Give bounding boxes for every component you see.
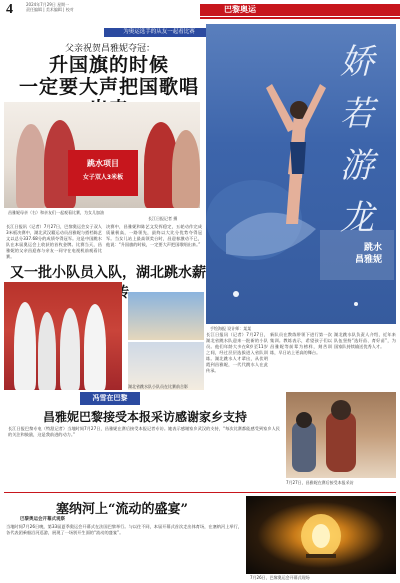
section-divider-line	[4, 492, 396, 493]
article4-headline: 塞纳河上“流动的盛宴”	[56, 502, 188, 517]
article3-photo-caption: 7月27日，昌雅妮在赛后接受本报采访	[286, 480, 354, 485]
person-figure	[60, 308, 80, 390]
poster-calligraphy: 娇若游龙	[340, 42, 374, 238]
section-divider	[200, 17, 400, 19]
article1-subhead: 父亲祝贺昌雅妮夺冠：	[64, 44, 155, 54]
article3-photo	[286, 392, 396, 478]
interview-illustration	[286, 392, 396, 478]
banner-line-1: 跳水项目	[87, 159, 119, 168]
page-number: 4	[6, 2, 13, 17]
masthead	[0, 0, 400, 20]
article1-credit: 长江日报记者 摄	[148, 216, 178, 221]
article2-photo	[4, 282, 122, 390]
person-figure	[16, 124, 46, 208]
person-figure	[14, 302, 36, 390]
article3-body: 长江日报巴黎专电（特派记者）当地时间7月27日，昌雅妮在赛后接受本报记者专访。她表示感谢家乡武汉的支持，“每次比赛都能感受到家乡人民的关注和鼓励，这是我前进的动力。”	[8, 426, 280, 437]
article1-photo	[4, 102, 200, 208]
article4-photo	[246, 496, 396, 574]
person-figure	[38, 312, 56, 390]
headline-line-2: 一定要大声把国歌唱	[18, 76, 199, 98]
person-figure	[84, 304, 106, 390]
meta-editors: 责任编辑 | 美术编辑 | 校对	[26, 7, 74, 12]
poster-title-line1: 跳水	[363, 243, 382, 253]
meta-date: 2024年7月29日 星期一	[26, 2, 70, 7]
article2-side-photo-1	[128, 292, 204, 340]
article1-body-col1: 长江日报讯（记者）7月27日，巴黎奥运会女子双人3米板决赛中，湖北武汉籍运动员昌雅妮与搭档陈艺文以总分337.68分的成绩夺得冠军。这是中国跳水队在本届奥运会上收获的首枚金牌。比赛当天，昌雅妮的父亲昌迎春与亲友一同守在电视机前观看比赛。	[6, 224, 102, 259]
article2-body-col2: 新队员在教练带领下进行第一次集训。教练表示，希望孩子们以昌雅妮等前辈为榜样，刻苦训练，早日站上更高的舞台。	[270, 332, 332, 355]
banner-line-2: 女子双人3米板	[82, 174, 124, 181]
poster-title	[322, 242, 382, 266]
poster-title-line2: 昌雅妮	[354, 255, 382, 265]
article2-body-col3: 湖北跳水队负责人介绍，近年来队伍坚持“选好苗、育好苗”，为国家队持续输送优秀人才。	[334, 332, 396, 349]
article4-photo-caption: 7月26日，巴黎奥运会开幕式现场	[250, 575, 310, 580]
article1-body-col2: 决赛中，昌雅妮和陈艺文发挥稳定，五轮动作完成质量极高，一路领先，最终以大比分优势夺得冠军。当女儿站上最高领奖台时，昌迎春激动不已，他说：“升国旗的时候，一定要大声把国歌唱出来。”	[106, 224, 202, 247]
person-figure	[172, 130, 200, 208]
newspaper-logo: 长江日报	[369, 5, 394, 12]
article2-body-col1: 长江日报讯（记者）7月27日，湖北省跳水队迎来一批新的小队员。他们年龄大多在8岁至11岁之间，经过层层选拔进入省队训练。湖北跳水人才辈出，从伏明霞到昌雅妮，一代代跳水人在此传承。	[206, 332, 268, 373]
article1-kicker: 为奥运选手的从友一起看比赛	[123, 29, 195, 35]
masthead-meta	[26, 2, 74, 12]
poster-caption: 手绘海报 设计师：某某	[210, 326, 252, 331]
article2-photo-caption: 湖北省跳水队小队员在比赛前合影	[128, 384, 188, 389]
article2-side-photo-2	[128, 342, 204, 390]
column-logo: 冯雪在巴黎	[92, 394, 128, 402]
article4-kicker: 巴黎奥运会开幕式观察	[20, 517, 65, 522]
headline-line-1: 升国旗的时候	[48, 54, 169, 76]
section-title: 巴黎奥运	[224, 5, 256, 14]
article3-headline: 昌雅妮巴黎接受本报采访感谢家乡支持	[42, 410, 247, 424]
cauldron-illustration	[246, 496, 396, 574]
right-poster	[206, 24, 396, 324]
article1-photo-caption: 昌雅妮母亲（右）和亲友们一起观看比赛，为女儿加油	[8, 210, 104, 215]
article2-headline: 又一批小队员入队，湖北跳水薪	[10, 265, 206, 281]
article4-body: 当地时间7月26日晚，第33届夏季奥运会开幕式在法国巴黎举行。与以往不同，本届开幕式首次走出体育场，在塞纳河上举行，各代表团乘船沿河巡游，展现了一场别开生面的“流动的盛宴”。	[6, 524, 242, 535]
